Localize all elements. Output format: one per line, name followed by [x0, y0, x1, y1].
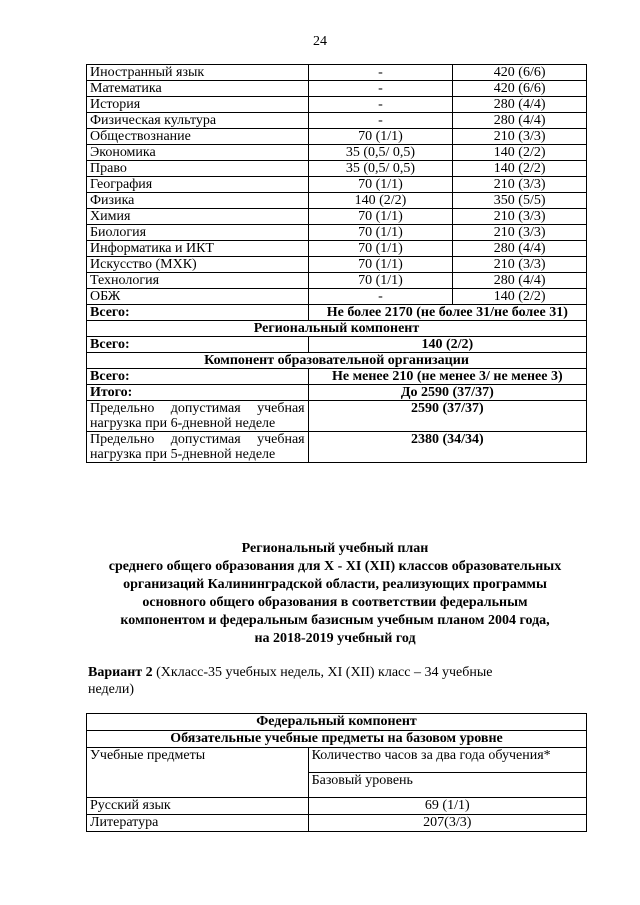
subject-name: История	[87, 97, 309, 113]
subject-hours-regional-profile: -	[308, 81, 453, 97]
max-load-5-value: 2380 (34/34)	[308, 432, 586, 463]
total-regional-label: Всего:	[87, 337, 309, 353]
subject-hours-regional-profile: 70 (1/1)	[308, 273, 453, 289]
subject-name: Искусство (МХК)	[87, 257, 309, 273]
subject-hours-regional-profile: -	[308, 113, 453, 129]
org-component-header: Компонент образовательной организации	[87, 353, 587, 369]
table-row	[87, 353, 587, 369]
table-row	[87, 209, 587, 225]
grand-total-label: Итого:	[87, 385, 309, 401]
max-load-6-line1: Предельно допустимая учебная	[90, 401, 305, 416]
heading-line: среднего общего образования для X - XI (XII) классов образовательных	[108, 559, 562, 574]
subject-name: Физика	[87, 193, 309, 209]
variant-line1: (Хкласс-35 учебных недель, XI (XII) класс – 34 учебные	[152, 665, 493, 680]
total-regional-value: 140 (2/2)	[308, 337, 586, 353]
subject-hours-base: 280 (4/4)	[453, 273, 587, 289]
table-row	[87, 145, 587, 161]
table-row	[87, 193, 587, 209]
heading-line: компонентом и федеральным базисным учебным планом 2004 года,	[120, 613, 550, 628]
total-federal-value: Не более 2170 (не более 31/не более 31)	[308, 305, 586, 321]
subject-hours-base: 280 (4/4)	[453, 113, 587, 129]
subject-hours-regional-profile: 35 (0,5/ 0,5)	[308, 161, 453, 177]
subject-hours-regional-profile: 70 (1/1)	[308, 257, 453, 273]
curriculum-table-variant-1	[86, 64, 587, 463]
mandatory-subjects-header: Обязательные учебные предметы на базовом уровне	[87, 731, 587, 748]
base-level-label: Базовый уровень	[308, 773, 586, 798]
table-row	[87, 748, 587, 773]
table-row	[87, 241, 587, 257]
variant-line2: недели)	[88, 682, 134, 697]
variant-description	[88, 664, 568, 698]
table-row	[87, 113, 587, 129]
total-org-label: Всего:	[87, 369, 309, 385]
table-row	[87, 161, 587, 177]
subject-hours-base: 420 (6/6)	[453, 65, 587, 81]
subject-hours-regional-profile: 35 (0,5/ 0,5)	[308, 145, 453, 161]
curriculum-table-variant-2	[86, 713, 587, 832]
table-row	[87, 225, 587, 241]
heading-line: основного общего образования в соответствии федеральным	[142, 595, 528, 610]
regional-component-header: Региональный компонент	[87, 321, 587, 337]
heading-line: на 2018-2019 учебный год	[254, 631, 416, 646]
max-load-6-value: 2590 (37/37)	[308, 401, 586, 432]
max-load-5-label	[87, 432, 309, 463]
federal-component-header: Федеральный компонент	[87, 714, 587, 731]
table-row	[87, 129, 587, 145]
plan-heading	[60, 540, 610, 648]
subject-name: Технология	[87, 273, 309, 289]
subject-hours-base: 280 (4/4)	[453, 241, 587, 257]
subject-hours-base: 210 (3/3)	[453, 225, 587, 241]
subject-hours-base: 210 (3/3)	[453, 257, 587, 273]
subject-hours: 69 (1/1)	[308, 798, 586, 815]
subject-name: Право	[87, 161, 309, 177]
subject-name: Физическая культура	[87, 113, 309, 129]
max-load-5-line2: нагрузка при 5-дневной неделе	[90, 447, 276, 462]
subject-name: Информатика и ИКТ	[87, 241, 309, 257]
subject-name: Экономика	[87, 145, 309, 161]
table-row	[87, 273, 587, 289]
subjects-column-header: Учебные предметы	[87, 748, 309, 798]
max-load-5-line1: Предельно допустимая учебная	[90, 432, 305, 447]
subject-hours-base: 140 (2/2)	[453, 161, 587, 177]
subject-name: География	[87, 177, 309, 193]
grand-total-value: До 2590 (37/37)	[308, 385, 586, 401]
heading-line: Региональный учебный план	[241, 541, 429, 556]
table-row	[87, 65, 587, 81]
subject-name: Обществознание	[87, 129, 309, 145]
subject-name: Математика	[87, 81, 309, 97]
subject-hours-base: 140 (2/2)	[453, 145, 587, 161]
subject-hours-regional-profile: 70 (1/1)	[308, 225, 453, 241]
table-row	[87, 177, 587, 193]
table-row	[87, 81, 587, 97]
table-row	[87, 385, 587, 401]
subject-hours-regional-profile: -	[308, 65, 453, 81]
subject-name: Иностранный язык	[87, 65, 309, 81]
table-row	[87, 815, 587, 832]
subject-name: Биология	[87, 225, 309, 241]
table-row	[87, 731, 587, 748]
table-row	[87, 321, 587, 337]
max-load-6-label	[87, 401, 309, 432]
table-row	[87, 337, 587, 353]
table-row	[87, 401, 587, 432]
subject-hours-regional-profile: 70 (1/1)	[308, 241, 453, 257]
subject-hours-regional-profile: -	[308, 97, 453, 113]
table-row	[87, 798, 587, 815]
subject-hours-regional-profile: 70 (1/1)	[308, 177, 453, 193]
heading-line: организаций Калининградской области, реализующих программы	[123, 577, 547, 592]
table-row	[87, 714, 587, 731]
subject-hours-regional-profile: -	[308, 289, 453, 305]
total-org-value: Не менее 210 (не менее 3/ не менее 3)	[308, 369, 586, 385]
subject-hours-base: 140 (2/2)	[453, 289, 587, 305]
subject-hours-base: 420 (6/6)	[453, 81, 587, 97]
variant-title: Вариант 2	[88, 665, 153, 680]
table-row	[87, 97, 587, 113]
max-load-6-line2: нагрузка при 6-дневной неделе	[90, 416, 276, 431]
table-row	[87, 305, 587, 321]
subject-hours-base: 210 (3/3)	[453, 209, 587, 225]
subject-name: Химия	[87, 209, 309, 225]
table-row	[87, 289, 587, 305]
subject-hours-base: 210 (3/3)	[453, 129, 587, 145]
subject-name: Русский язык	[87, 798, 309, 815]
subject-name: Литература	[87, 815, 309, 832]
subject-name: ОБЖ	[87, 289, 309, 305]
subject-hours-regional-profile: 140 (2/2)	[308, 193, 453, 209]
hours-column-header: Количество часов за два года обучения*	[308, 748, 586, 773]
page-number: 24	[313, 34, 327, 49]
table-row	[87, 369, 587, 385]
subject-hours-regional-profile: 70 (1/1)	[308, 209, 453, 225]
subject-hours-base: 350 (5/5)	[453, 193, 587, 209]
subject-hours-base: 280 (4/4)	[453, 97, 587, 113]
subject-hours-regional-profile: 70 (1/1)	[308, 129, 453, 145]
table-row	[87, 257, 587, 273]
total-federal-label: Всего:	[87, 305, 309, 321]
subject-hours: 207(3/3)	[308, 815, 586, 832]
table-row	[87, 432, 587, 463]
subject-hours-base: 210 (3/3)	[453, 177, 587, 193]
